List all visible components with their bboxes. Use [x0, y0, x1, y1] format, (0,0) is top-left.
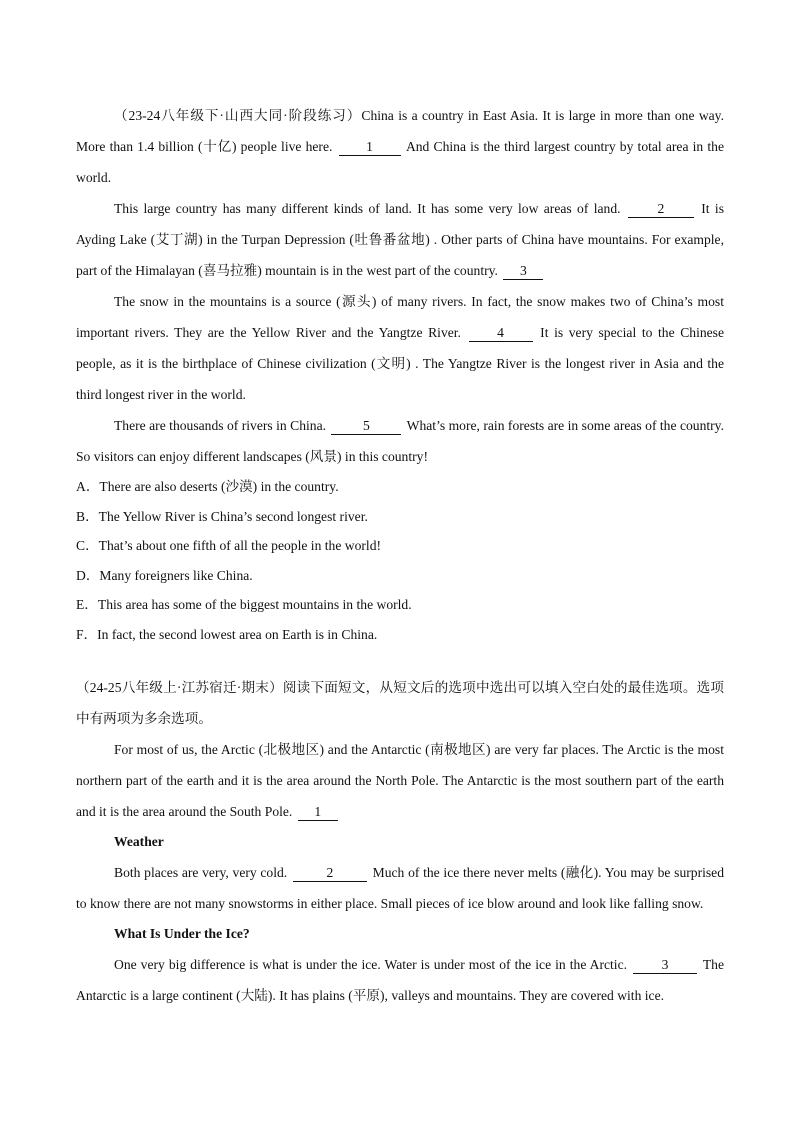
blank-3: 3 [503, 263, 543, 280]
passage1-paragraph-1: （23-24八年级下·山西大同·阶段练习）China is a country in East Asia. It is large in more than one way. More than 1.4 billion (十亿) people live here. 1 And China is the third largest country by total area in the world. [76, 108, 724, 185]
blank-1: 1 [339, 139, 401, 156]
blank-2: 2 [293, 865, 367, 882]
blank-5: 5 [331, 418, 401, 435]
passage1-paragraph-4: There are thousands of rivers in China. 5 What’s more, rain forests are in some areas of the country. So visitors can enjoy different landscapes (风景) in this country! [76, 418, 724, 464]
blank-2: 2 [628, 201, 694, 218]
passage2-paragraph-3: One very big difference is what is under the ice. Water is under most of the ice in the Arctic. 3 The Antarctic is a large continent (大陆). It has plains (平原), valleys and mountains. They are covered with ice. [76, 956, 724, 1003]
option-b: B．The Yellow River is China’s second longest river. [76, 508, 368, 524]
passage2-paragraph-2: Both places are very, very cold. 2 Much of the ice there never melts (融化). You may be surprised to know there are not many snowstorms in either place. Small pieces of ice blow around and look like falling snow. [76, 864, 724, 911]
section-gap [76, 650, 724, 672]
section-heading-under-ice: What Is Under the Ice? [114, 925, 250, 941]
document-page [76, 100, 724, 1011]
option-c: C．That’s about one fifth of all the people in the world! [76, 538, 382, 554]
passage2-instruction: （24-25八年级上·江苏宿迁·期末）阅读下面短文，从短文后的选项中选出可以填入空白处的最佳选项。选项中有两项为多余选项。 [76, 679, 724, 726]
passage1-options [76, 472, 724, 650]
source-tag: （23-24八年级下·山西大同·阶段练习） [114, 108, 362, 123]
option-e: E．This area has some of the biggest mountains in the world. [76, 597, 412, 613]
option-f: F．In fact, the second lowest area on Earth is in China. [76, 626, 378, 642]
passage1-paragraph-3: The snow in the mountains is a source (源头) of many rivers. In fact, the snow makes two of China’s most important rivers. They are the Yellow River and the Yangtze River. 4 It is very special to the Chinese people, as it is the birthplace of Chinese civilization (文明) . The Yangtze River is the longest river in Asia and the third longest river in the world. [76, 294, 725, 402]
passage1-paragraph-2: This large country has many different kinds of land. It has some very low areas of land. 2 It is Ayding Lake (艾丁湖) in the Turpan Depression (吐鲁番盆地) . Other parts of China have mountains. For example, part of the Himalayan (喜马拉雅) mountain is in the west part of the country. 3 [76, 201, 724, 278]
blank-3: 3 [633, 957, 697, 974]
section-heading-weather: Weather [114, 833, 164, 849]
blank-4: 4 [469, 325, 533, 342]
passage2-paragraph-1: For most of us, the Arctic (北极地区) and the Antarctic (南极地区) are very far places. The Arctic is the most northern part of the earth and it is the area around the North Pole. The Antarctic is the most southern part of the earth and it is the area around the South Pole. 1 [76, 741, 724, 819]
blank-1: 1 [298, 804, 338, 821]
option-a: A．There are also deserts (沙漠) in the country. [76, 479, 339, 494]
option-d: D．Many foreigners like China. [76, 567, 253, 583]
